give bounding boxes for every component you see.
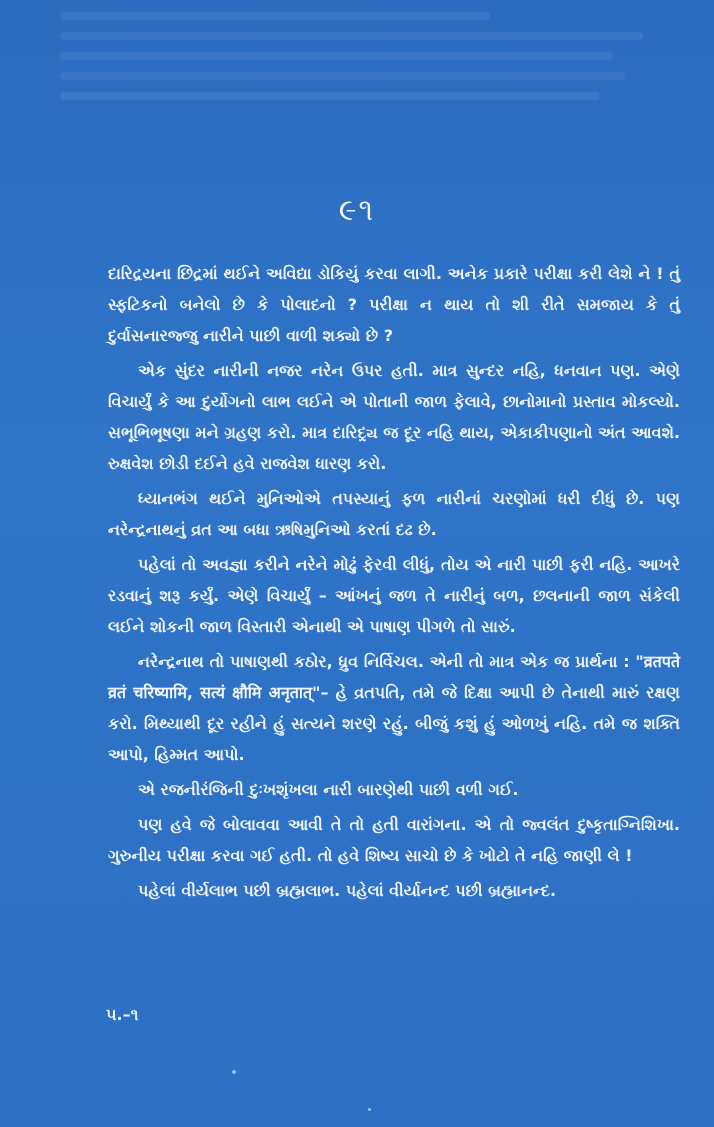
- bleed-through-text: [60, 0, 674, 130]
- paragraph: પહેલાં વીર્યલાભ પછી બ્રહ્મલાભ. પહેલાં વીર્યાનન્દ પછી બ્રહ્માનન્દ.: [138, 881, 557, 900]
- paragraph: એક સુંદર નારીની નજર નરેન ઉપર હતી. માત્ર સુન્દર નહિ, ધનવાન પણ. એણે વિચાર્યું કે આ દુર્યોગનો લાભ લઈને એ પોતાની જાળ ફેલાવે, છાનોમાનો પ્રસ્તાવ મોકલ્યો. સભૂભિભૂષણા મને ગ્રહણ કરો. માત્ર દારિદ્ર્ય જ દૂર નહિ થાય, એકાકીપણાનો અંત આવશે. રુક્ષવેશ છોડી દઈને હવે રાજવેશ ધારણ કરો.: [108, 361, 680, 473]
- paragraph: નરેન્દ્રનાથ તો પાષાણથી કઠોર, ધ્રુવ નિર્વિચલ. એની તો માત્ર એક જ પ્રાર્થના : "व्रतपते व्रतं चरिष्यामि, सत्यं क्षौमि अनृतात्"– હે વ્રતપતિ, તમે જે દિક્ષા આપી છે તેનાથી મારું રક્ષણ કરો. મિથ્યાથી દૂર રહીને હું સત્યને શરણે રહું. બીજું કશું હું ઓળખું નહિ. તમે જ શક્તિ આપો, હિમ્મત આપો.: [108, 652, 680, 764]
- paragraph: દારિદ્રયના છિદ્રમાં થઈને અવિદ્યા ડોકિયું કરવા લાગી. અનેક પ્રકારે પરીક્ષા કરી લેશે ને ! તું સ્ફટિકનો બનેલો છે કે પોલાદનો ? પરીક્ષા ન થાય તો શી રીતે સમજાય કે તું દુર્વાસનારજ્જુ નારીને પાછી વાળી શક્યો છે ?: [108, 264, 680, 345]
- chapter-body: [108, 258, 680, 910]
- speck: [232, 1070, 236, 1074]
- paragraph: પહેલાં તો અવજ્ઞા કરીને નરેને મોઢું ફેરવી લીધું, તોય એ નારી પાછી ફરી નહિ. આખરે રડવાનું શરૂ કર્યું. એણે વિચાર્યું – આંખનું જળ તે નારીનું બળ, છલનાની જાળ સંકેલી લઈને શોકની જાળ વિસ્તારી એનાથી એ પાષાણ પીગળે તો સારું.: [108, 555, 680, 636]
- speck: [368, 1108, 371, 1111]
- paragraph: ધ્યાનભંગ થઈને મુનિઓએ તપસ્યાનું ફળ નારીનાં ચરણોમાં ધરી દીધું છે. પણ નરેન્દ્રનાથનું વ્રત આ બધા ઋષિમુનિઓ કરતાં દઢ છે.: [108, 489, 680, 539]
- paragraph: પણ હવે જે બોલાવવા આવી તે તો હતી વારાંગના. એ તો જ્વલંત દુષ્કૃતાગ્નિશિખા. ગુરુનીય પરીક્ષા કરવા ગઈ હતી. તો હવે શિષ્ય સાચો છે કે ખોટો તે નહિ જાણી લે !: [108, 815, 680, 865]
- chapter-number: ૯૧: [338, 193, 376, 228]
- signature-mark: ૫.–૧: [106, 1005, 139, 1024]
- paragraph: એ રજનીરંજિની દુઃખશૃંખલા નારી બારણેથી પાછી વળી ગઈ.: [138, 780, 519, 799]
